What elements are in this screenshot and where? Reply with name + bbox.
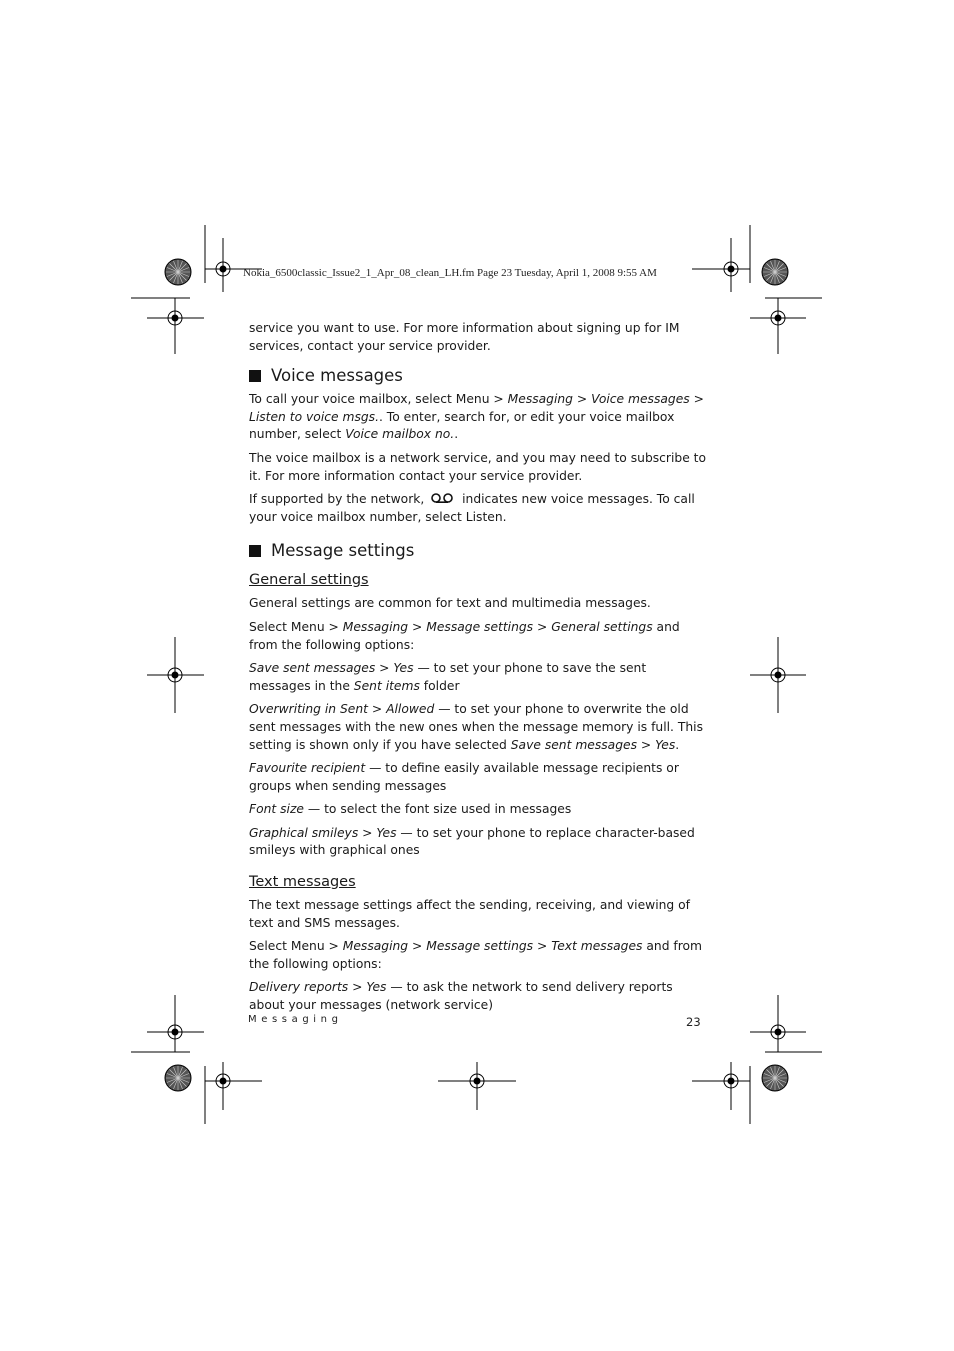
option-save-sent: Save sent messages > Yes — to set your phone to save the sent messages in the Sent items folder — [249, 661, 647, 693]
voice-paragraph-3: If supported by the network, indicates new voice messages. To call your voice mailbox number, select Listen. — [249, 492, 695, 524]
page-content — [249, 320, 709, 1021]
option-font-size: Font size — to select the font size used in messages — [249, 802, 572, 817]
footer-section-label: Messaging — [248, 1014, 343, 1025]
text-messages-heading: Text messages — [249, 874, 356, 891]
option-overwriting: Overwriting in Sent > Allowed — to set your phone to overwrite the old sent messages with the new ones when the message memory is full. This setting is shown only if you have selected Save sent messages > Yes. — [249, 702, 703, 752]
voice-messages-heading: Voice messages — [249, 365, 709, 387]
text-intro: The text message settings affect the sending, receiving, and viewing of text and SMS messages. — [249, 898, 690, 930]
file-slug: Nokia_6500classic_Issue2_1_Apr_08_clean_LH.fm Page 23 Tuesday, April 1, 2008 9:55 AM — [243, 267, 657, 279]
voicemail-icon — [431, 493, 453, 504]
voice-paragraph-1: To call your voice mailbox, select Menu > Messaging > Voice messages > Listen to voice msgs.. To enter, search for, or edit your voice mailbox number, select Voice mailbox no.. — [249, 392, 704, 442]
option-favourite-recipient: Favourite recipient — to define easily available message recipients or groups when sending messages — [249, 761, 679, 793]
heading-bullet-icon — [249, 370, 261, 382]
option-graphical-smileys: Graphical smileys > Yes — to set your phone to replace character-based smileys with graphical ones — [249, 825, 695, 858]
page-number: 23 — [686, 1015, 701, 1029]
option-delivery-reports: Delivery reports > Yes — to ask the network to send delivery reports about your messages (network service) — [249, 980, 673, 1013]
message-settings-heading: Message settings — [249, 540, 709, 562]
general-select-path: Select Menu > Messaging > Message settings > General settings and from the following options: — [249, 619, 680, 652]
general-settings-heading: General settings — [249, 572, 369, 589]
heading-bullet-icon — [249, 545, 261, 557]
general-intro: General settings are common for text and multimedia messages. — [249, 596, 651, 611]
intro-paragraph: service you want to use. For more information about signing up for IM services, contact your service provider. — [249, 321, 680, 353]
voice-paragraph-2: The voice mailbox is a network service, and you may need to subscribe to it. For more information contact your service provider. — [249, 450, 707, 483]
text-select-path: Select Menu > Messaging > Message settings > Text messages and from the following options: — [249, 939, 703, 971]
